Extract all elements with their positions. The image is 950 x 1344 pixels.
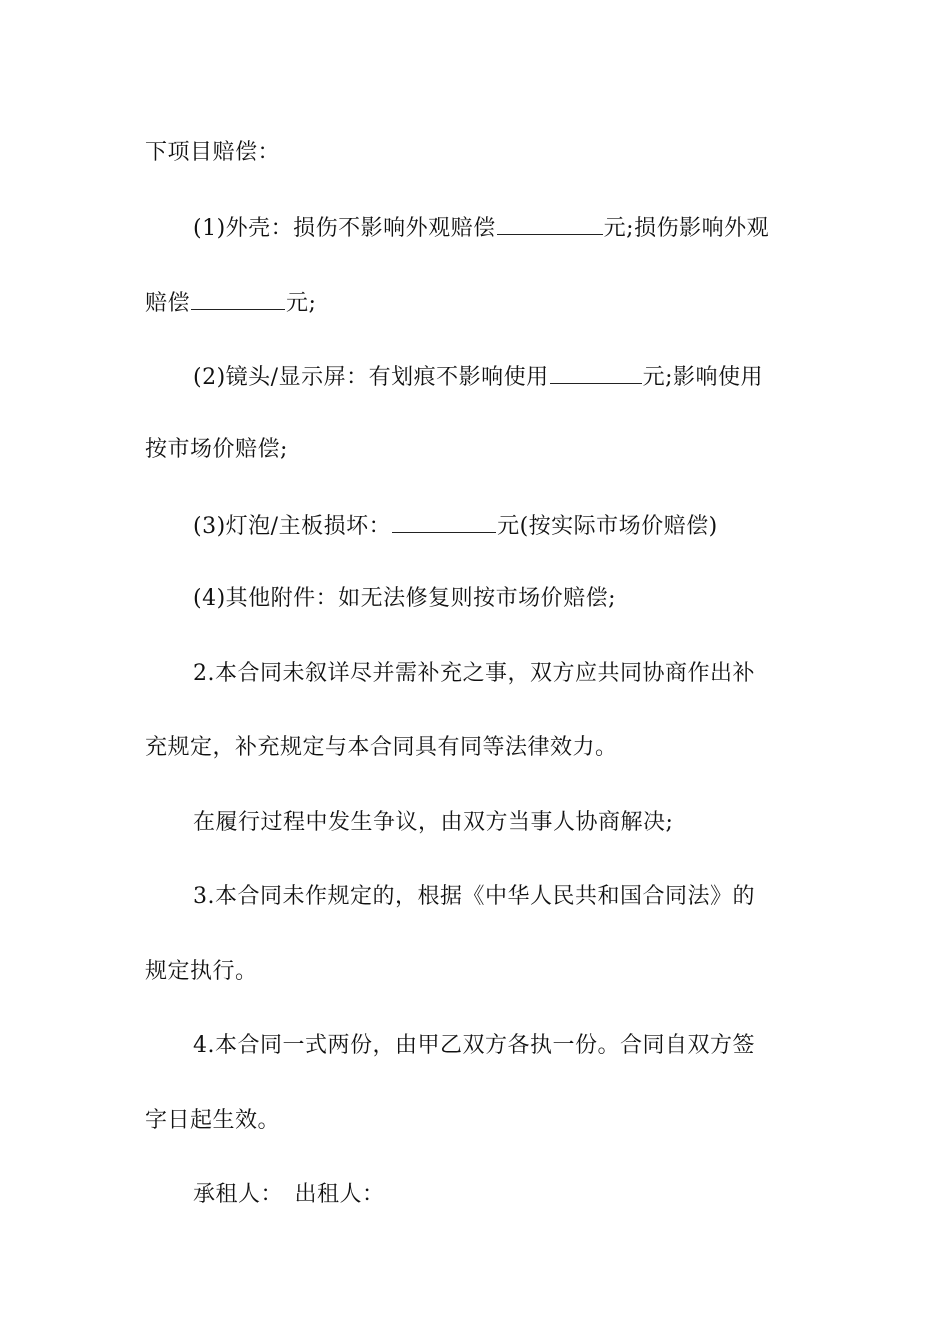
text-line — [193, 882, 815, 912]
line-text: 按市场价赔偿; — [145, 437, 288, 462]
line-text: 规定执行。 — [145, 959, 258, 984]
text-line — [193, 808, 815, 838]
signature-labels: 承租人： 出租人： — [193, 1182, 385, 1207]
line-text: 充规定，补充规定与本合同具有同等法律效力。 — [145, 735, 618, 760]
text-line — [193, 361, 815, 393]
text-line — [193, 1031, 815, 1061]
line-text: 2.本合同未叙详尽并需补充之事，双方应共同协商作出补 — [193, 661, 755, 686]
line-text: 字日起生效。 — [145, 1108, 281, 1133]
line-text: 元;损伤影响外观 — [603, 216, 770, 241]
line-text: 4.本合同一式两份，由甲乙双方各执一份。合同自双方签 — [193, 1033, 755, 1058]
line-text: (1)外壳：损伤不影响外观赔偿 — [193, 216, 496, 241]
text-line — [193, 510, 815, 542]
text-line — [145, 435, 815, 465]
line-text: 下项目赔偿： — [145, 140, 281, 165]
text-line — [145, 733, 815, 763]
text-line — [145, 1106, 815, 1136]
line-text: 3.本合同未作规定的，根据《中华人民共和国合同法》的 — [193, 884, 755, 909]
line-text: (2)镜头/显示屏：有划痕不影响使用 — [193, 365, 549, 390]
line-text: (4)其他附件：如无法修复则按市场价赔偿; — [193, 586, 617, 611]
text-line — [193, 659, 815, 689]
fill-in-blank — [550, 361, 642, 384]
line-text: 元(按实际市场价赔偿) — [497, 514, 718, 539]
text-line — [145, 957, 815, 987]
line-text: (3)灯泡/主板损坏： — [193, 514, 392, 539]
text-line — [145, 287, 815, 319]
signature-line — [193, 1180, 815, 1210]
fill-in-blank — [497, 212, 603, 235]
text-line — [193, 584, 815, 614]
text-line — [145, 138, 815, 168]
line-text: 元;影响使用 — [642, 365, 763, 390]
line-text: 元; — [286, 291, 317, 316]
line-text: 在履行过程中发生争议，由双方当事人协商解决; — [193, 810, 674, 835]
line-text: 赔偿 — [145, 291, 191, 316]
fill-in-blank — [191, 287, 285, 310]
text-line — [193, 212, 815, 244]
fill-in-blank — [392, 510, 496, 533]
